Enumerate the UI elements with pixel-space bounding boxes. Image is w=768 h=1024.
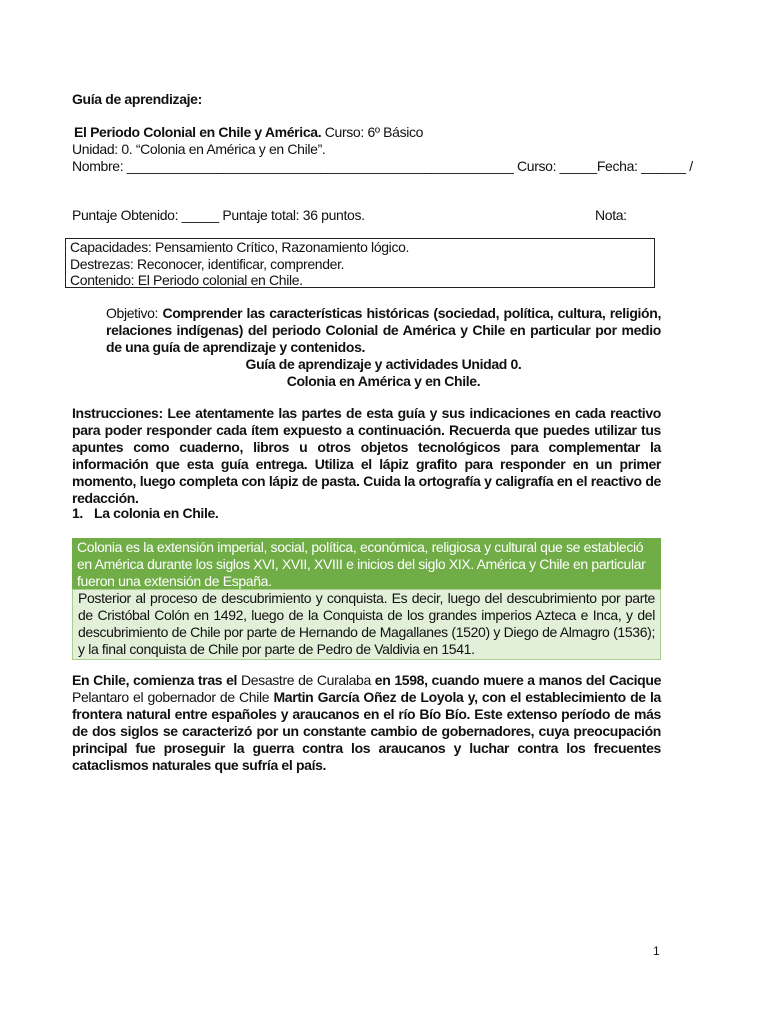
skills-capacidades: Capacidades: Pensamiento Crítico, Razonamiento lógico.	[70, 239, 410, 255]
definition-headline: Colonia es la extensión imperial, social, política, económica, religiosa y cultural que se estableció en América durante los siglos XVI, XVII, XVIII e inicios del siglo XIX. América y Chile en particular fueron una extensión de España.	[72, 538, 661, 590]
paragraph-part: . Este extenso período de más de dos siglos se caracterizó por un constante cambio de gobernadores, cuya preocupación principal fue proseguir la guerra contra los araucanos y luchar contra los frecuentes cataclismos naturales que sufría el país.	[72, 706, 661, 773]
colonial-chile-paragraph	[72, 672, 661, 774]
paragraph-link-pelantaro: Pelantaro	[72, 689, 129, 705]
activity-subtitle: Guía de aprendizaje y actividades Unidad 0.	[245, 356, 522, 372]
note-label: Nota:	[595, 207, 627, 223]
paragraph-river: Bío Bío	[419, 706, 467, 722]
course-level: Curso: 6º Básico	[321, 124, 424, 140]
objective-label: Objetivo:	[106, 305, 163, 321]
objective-text: Comprender las características históricas (sociedad, política, cultura, religión, relaciones indígenas) del periodo Colonial de América y Chile en particular por medio de una guía de aprendizaje y contenidos.	[106, 305, 661, 355]
score-line: Puntaje Obtenido: _____ Puntaje total: 36 puntos.	[72, 207, 365, 223]
course-line	[74, 124, 423, 140]
skills-box	[65, 238, 655, 288]
section-number: 1.	[72, 505, 83, 521]
course-title: El Periodo Colonial en Chile y América.	[74, 124, 322, 140]
section-title: La colonia en Chile.	[94, 505, 219, 521]
paragraph-link-curalaba: Desastre de Curalaba	[240, 672, 371, 688]
name-field-line: Nombre: ____________________________________________________ Curso: _____Fecha: ______ /	[72, 158, 693, 174]
paragraph-part: y, con el establecimiento de la frontera natural entre españoles y araucanos en el río	[72, 689, 661, 722]
paragraph-year: 1598	[394, 672, 425, 688]
page-number: 1	[653, 944, 660, 958]
paragraph-part: el gobernador de Chile	[128, 689, 274, 705]
section-heading	[72, 505, 218, 521]
unit-line: Unidad: 0. “Colonia en América y en Chile”.	[72, 141, 326, 157]
guide-title: Guía de aprendizaje:	[72, 91, 202, 107]
paragraph-part: , cuando muere a manos del Cacique	[424, 672, 662, 688]
skills-contenido: Contenido: El Periodo colonial en Chile.	[70, 272, 303, 288]
paragraph-part: En Chile, comienza tras el	[72, 672, 241, 688]
topic-subtitle: Colonia en América y en Chile.	[286, 373, 481, 389]
instructions-paragraph: Instrucciones: Lee atentamente las partes de esta guía y sus indicaciones en cada reactivo para poder responder cada ítem expuesto a continuación. Recuerda que puedes utilizar tus apuntes como cuaderno, libros u otros objetos tecnológicos para complementar la información que esta guía entrega. Utiliza el lápiz grafito para responder en un primer momento, luego completa con lápiz de pasta. Cuida la ortografía y caligrafía en el reactivo de redacción.	[72, 405, 661, 506]
paragraph-governor: Martin García Oñez de Loyola	[273, 689, 464, 705]
paragraph-part: en	[370, 672, 395, 688]
definition-body: Posterior al proceso de descubrimiento y conquista. Es decir, luego del descubrimiento por parte de Cristóbal Colón en 1492, luego de la Conquista de los grandes imperios Azteca e Inca, y del descubrimiento de Chile por parte de Hernando de Magallanes (1520) y Diego de Almagro (1536); y la final conquista de Chile por parte de Pedro de Valdivia en 1541.	[72, 589, 661, 660]
objective-paragraph	[106, 305, 661, 356]
skills-destrezas: Destrezas: Reconocer, identificar, comprender.	[70, 255, 345, 272]
